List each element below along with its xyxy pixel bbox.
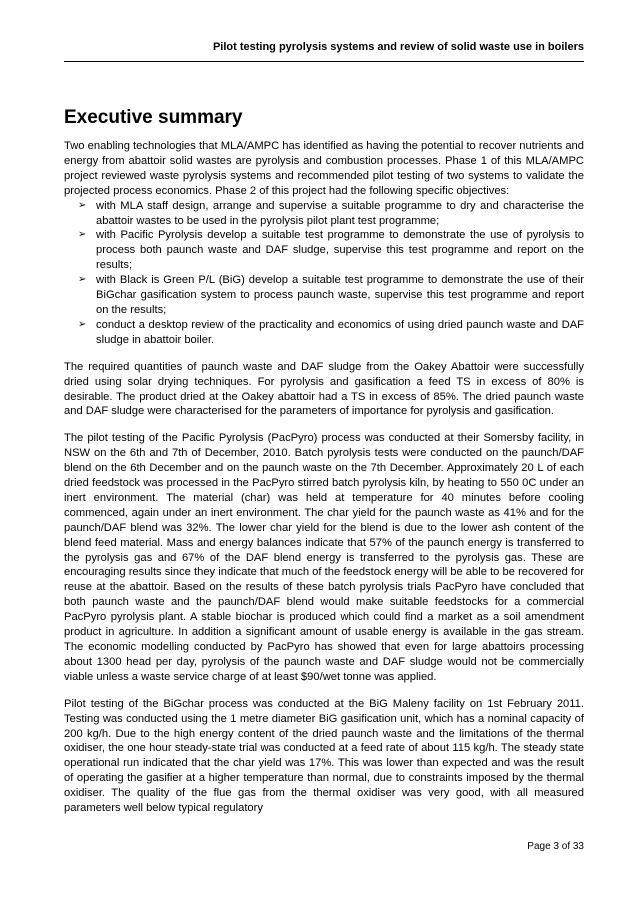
objective-text: conduct a desktop review of the practicality and economics of using dried paunch waste and DAF sludge in abattoir boiler. xyxy=(96,318,584,346)
page-number: Page 3 of 33 xyxy=(527,841,584,852)
objective-text: with Pacific Pyrolysis develop a suitable test programme to demonstrate the use of pyrolysis to process both paunch waste and DAF sludge, supervise this test programme and report on the results; xyxy=(96,229,584,272)
page-content xyxy=(64,107,584,828)
list-item xyxy=(76,318,584,348)
objectives-list xyxy=(76,199,584,348)
arrow-bullet-icon: ➢ xyxy=(78,274,87,286)
arrow-bullet-icon: ➢ xyxy=(78,229,87,241)
intro-paragraph: Two enabling technologies that MLA/AMPC has identified as having the potential to recover nutrients and energy from abattoir solid wastes are pyrolysis and combustion processes. Phase 1 of this MLA/AMPC project reviewed waste pyrolysis systems and recommended pilot testing of two systems to validate the projected process economics. Phase 2 of this project had the following specific objectives: xyxy=(64,140,584,197)
section-heading: Executive summary xyxy=(64,107,243,128)
body-paragraph: The pilot testing of the Pacific Pyrolysis (PacPyro) process was conducted at their Somersby facility, in NSW on the 6th and 7th of December, 2010. Batch pyrolysis tests were conducted on the paunch/DAF blend on the 6th December and on the paunch waste on the 7th December. Approximately 20 L of each dried feedstock was processed in the PacPyro stirred batch pyrolysis kiln, by heating to 550 0C under an inert environment. The material (char) was held at temperature for 40 minutes before cooling commenced, again under an inert environment. The char yield for the paunch waste as 41% and for the paunch/DAF blend was 32%. The lower char yield for the blend is due to the lower ash content of the blend feed material. Mass and energy balances indicate that 57% of the paunch energy is transferred to the pyrolysis gas and 67% of the DAF blend energy is transferred to the pyrolysis gas. These are encouraging results since they indicate that much of the feedstock energy will be able to be recovered for reuse at the abattoir. Based on the results of these batch pyrolysis trials PacPyro have concluded that both paunch waste and the paunch/DAF blend would make suitable feedstocks for a commercial PacPyro pyrolysis plant. A stable biochar is produced which could find a market as a soil amendment product in agriculture. In addition a significant amount of usable energy is available in the gas stream. The economic modelling conducted by PacPyro has showed that even for large abattoirs processing about 1300 head per day, pyrolysis of the paunch waste and DAF sludge would not be commercially viable unless a waste service charge of at least $90/wet tonne was applied. xyxy=(64,432,584,683)
body-paragraph: Pilot testing of the BiGchar process was conducted at the BiG Maleny facility on 1st February 2011. Testing was conducted using the 1 metre diameter BiG gasification unit, which has a nominal capacity of 200 kg/h. Due to the high energy content of the dried paunch waste and the limitations of the thermal oxidiser, the one hour steady-state trial was conducted at a feed rate of about 115 kg/h. The steady state operational run indicated that the char yield was 17%. This was lower than expected and was the result of operating the gasifier at a higher temperature than normal, due to constraints imposed by the thermal oxidiser. The quality of the flue gas from the thermal oxidiser was very good, with all measured parameters well below typical regulatory xyxy=(64,697,584,815)
arrow-bullet-icon: ➢ xyxy=(78,318,87,330)
arrow-bullet-icon: ➢ xyxy=(78,199,87,211)
list-item xyxy=(76,199,584,229)
objective-text: with MLA staff design, arrange and supervise a suitable programme to dry and characterise the abattoir wastes to be used in the pyrolysis pilot plant test programme; xyxy=(96,199,584,227)
header-divider xyxy=(64,61,584,62)
running-header: Pilot testing pyrolysis systems and review of solid waste use in boilers xyxy=(212,41,584,53)
objective-text: with Black is Green P/L (BiG) develop a suitable test programme to demonstrate the use of their BiGchar gasification system to process paunch waste, supervise this test programme and report on the results; xyxy=(96,274,584,316)
body-paragraph: The required quantities of paunch waste and DAF sludge from the Oakey Abattoir were successfully dried using solar drying techniques. For pyrolysis and gasification a feed TS in excess of 80% is desirable. The product dried at the Oakey abattoir had a TS in excess of 85%. The dried paunch waste and DAF sludge were characterised for the parameters of importance for pyrolysis and gasification. xyxy=(64,360,584,418)
list-item xyxy=(76,228,584,273)
list-item xyxy=(76,273,584,318)
